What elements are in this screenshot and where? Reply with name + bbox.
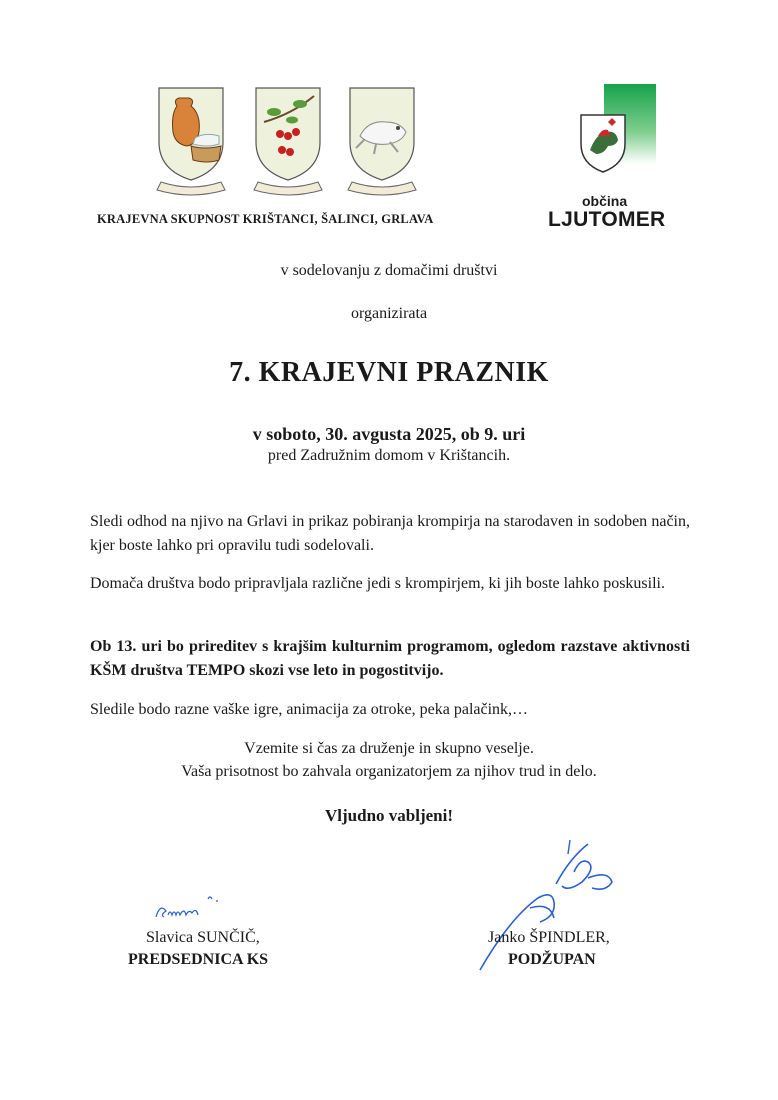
grlava-crest — [346, 84, 418, 196]
event-title: 7. KRAJEVNI PRAZNIK — [229, 357, 549, 388]
municipality-label: LJUTOMER — [548, 208, 666, 231]
local-community-name: KRAJEVNA SKUPNOST KRIŠTANCI, ŠALINCI, GRLAVA — [97, 212, 434, 226]
organize-line: organizirata — [350, 305, 428, 322]
cooperation-line: v sodelovanju z domačimi društvi — [280, 262, 498, 279]
left-signer-name: Slavica SUNČIČ, — [146, 929, 260, 946]
date-line: v soboto, 30. avgusta 2025, ob 9. uri — [252, 424, 526, 444]
left-handwritten-signature — [150, 893, 230, 923]
salinci-crest — [252, 84, 324, 196]
paragraph-program: Ob 13. uri bo prireditev s krajšim kulturnim programom, ogledom razstave aktivnosti KŠM društva TEMPO skozi vse leto in pogostitvijo. — [90, 638, 690, 679]
closing-line-2: Vaša prisotnost bo zahvala organizatorjem za njihov trud in delo. — [181, 763, 597, 780]
municipality-label-small: občina — [582, 193, 628, 209]
left-signer-role: PREDSEDNICA KS — [128, 951, 269, 968]
right-signer-name: Janko ŠPINDLER, — [488, 929, 610, 946]
invitation: Vljudno vabljeni! — [325, 806, 453, 825]
municipality-coat-of-arms-icon — [578, 112, 628, 174]
place-line: pred Zadružnim domom v Krištancih. — [267, 447, 511, 464]
closing-line-1: Vzemite si čas za druženje in skupno veselje. — [244, 740, 534, 757]
paragraph-dishes: Domača društva bodo pripravljala različne jedi s krompirjem, ki jih boste lahko poskusili. — [90, 575, 665, 592]
paragraph-field-trip: Sledi odhod na njivo na Grlavi in prikaz pobiranja krompirja na starodaven in sodoben način, kjer boste lahko pri opravilu tudi sodelovali. — [90, 513, 690, 554]
paragraph-games: Sledile bodo razne vaške igre, animacija za otroke, peka palačink,… — [90, 701, 529, 718]
kristanci-crest — [155, 84, 227, 196]
right-signer-role: PODŽUPAN — [508, 951, 596, 968]
